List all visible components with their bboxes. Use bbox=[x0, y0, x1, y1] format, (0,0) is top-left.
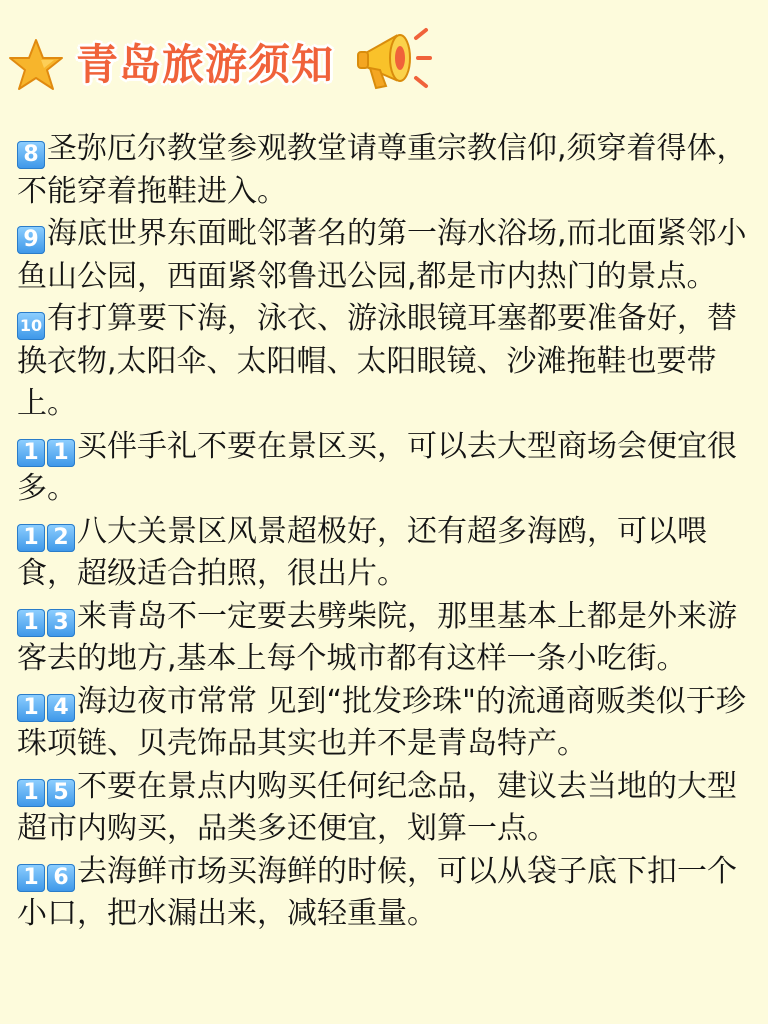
tip-item bbox=[17, 128, 747, 213]
page-title: 青岛旅游须知 bbox=[76, 40, 335, 89]
tip-item bbox=[17, 298, 747, 426]
number-badge-icon: 6 bbox=[47, 864, 75, 892]
tip-item bbox=[17, 213, 747, 298]
number-badge-icon: 1 bbox=[47, 439, 75, 467]
tip-text: 去海鲜市场买海鲜的时候，可以从袋子底下扣一个小口，把水漏出来，减轻重量。 bbox=[17, 853, 737, 931]
number-badge-icon: 1 bbox=[17, 694, 45, 722]
tip-item bbox=[17, 511, 747, 596]
megaphone-icon bbox=[356, 18, 432, 102]
number-badge-icon: 1 bbox=[17, 439, 45, 467]
number-badge-icon: 8 bbox=[17, 141, 45, 169]
tip-text: 海底世界东面毗邻著名的第一海水浴场,而北面紧邻小鱼山公园，西面紧邻鲁迅公园,都是市内热门的景点。 bbox=[17, 216, 747, 294]
number-badge-icon: 5 bbox=[47, 779, 75, 807]
number-badge-icon: 3 bbox=[47, 609, 75, 637]
number-badge-icon: 1 bbox=[17, 864, 45, 892]
tip-text: 来青岛不一定要去劈柴院，那里基本上都是外来游客去的地方,基本上每个城市都有这样一条小吃街。 bbox=[17, 598, 737, 676]
star-icon bbox=[6, 36, 66, 96]
tip-text: 买伴手礼不要在景区买，可以去大型商场会便宜很多。 bbox=[17, 428, 737, 506]
tip-item bbox=[17, 426, 747, 511]
number-badge-icon: 2 bbox=[47, 524, 75, 552]
header bbox=[0, 0, 768, 120]
number-badge-icon: 9 bbox=[17, 226, 45, 254]
number-badge-icon: 4 bbox=[47, 694, 75, 722]
tip-item bbox=[17, 851, 747, 936]
tip-text: 不要在景点内购买任何纪念品，建议去当地的大型超市内购买，品类多还便宜，划算一点。 bbox=[17, 768, 737, 846]
tip-item bbox=[17, 681, 747, 766]
number-badge-icon: 1 bbox=[17, 609, 45, 637]
tip-text: 圣弥厄尔教堂参观教堂请尊重宗教信仰,须穿着得体，不能穿着拖鞋进入。 bbox=[17, 131, 747, 209]
tips-list bbox=[17, 128, 747, 936]
tip-item bbox=[17, 596, 747, 681]
tip-text: 八大关景区风景超极好，还有超多海鸥，可以喂食，超级适合拍照，很出片。 bbox=[17, 513, 707, 591]
number-badge-icon: 1 bbox=[17, 779, 45, 807]
tip-text: 有打算要下海，泳衣、游泳眼镜耳塞都要准备好，替换衣物,太阳伞、太阳帽、太阳眼镜、沙滩拖鞋也要带上。 bbox=[17, 301, 737, 421]
tip-text: 海边夜市常常 见到“批发珍珠"的流通商贩类似于珍珠项链、贝壳饰品其实也并不是青岛特产。 bbox=[17, 683, 746, 761]
number-badge-icon: 1 bbox=[17, 524, 45, 552]
number-badge-icon: 10 bbox=[17, 312, 45, 340]
tip-item bbox=[17, 766, 747, 851]
